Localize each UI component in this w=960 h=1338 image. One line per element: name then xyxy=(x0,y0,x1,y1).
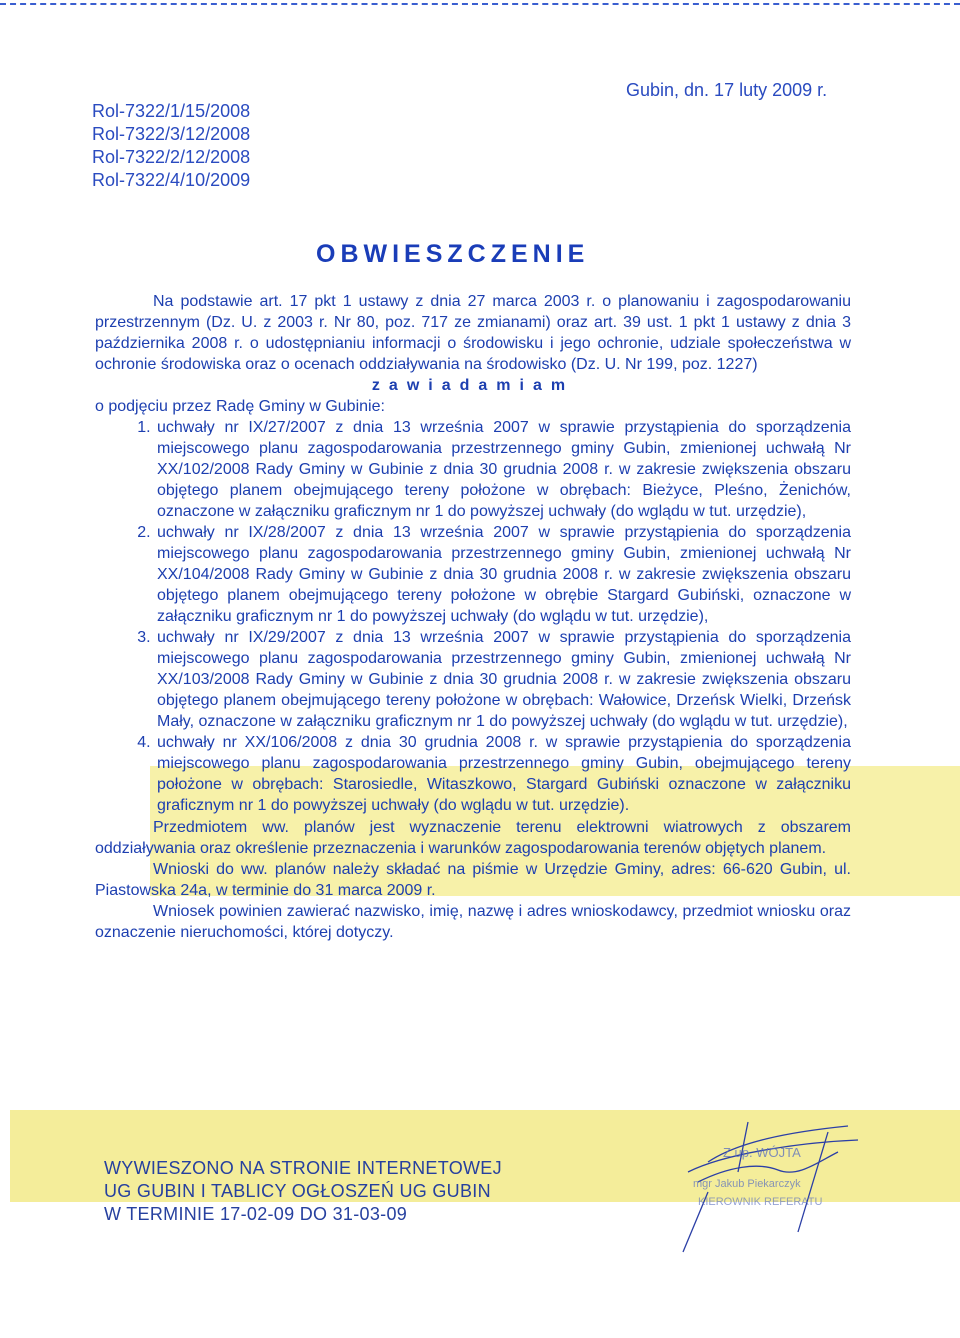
list-item: 4. uchwały nr XX/106/2008 z dnia 30 grudnia 2008 r. w sprawie przystąpienia do sporządzenia miejscowego planu zagospodarowania przestrzennego gminy Gubin, obejmującego tereny położone w obrębach: Starosiedle, Witaszkowo, Stargard Gubiński oznaczone w załączniku graficznym nr 1 do powyższej uchwały (do wglądu w tut. urzędzie). xyxy=(155,732,851,816)
reference-number: Rol-7322/2/12/2008 xyxy=(92,147,251,167)
stamp-line: mgr Jakub Piekarczyk xyxy=(693,1178,801,1190)
list-item: 3. uchwały nr IX/29/2007 z dnia 13 września 2007 w sprawie przystąpienia do sporządzenia miejscowego planu zagospodarowania przestrzennego gminy Gubin, zmienionej uchwałą Nr XX/103/2008 Rady Gminy w Gubinie z dnia 30 grudnia 2008 r. w zakresie zwiększenia obszaru objętego planem obejmującego tereny położone w obrębach: Wałowice, Drzeńsk Wielki, Drzeńsk Mały, oznaczone w załączniku graficznym nr 1 do powyższej uchwały (do wglądu w tut. urzędzie), xyxy=(155,627,851,732)
intro-line: o podjęciu przez Radę Gminy w Gubinie: xyxy=(95,398,385,415)
signature-stamp xyxy=(668,1112,868,1262)
applications-paragraph: Wnioski do ww. planów należy składać na piśmie w Urzędzie Gminy, adres: 66-620 Gubin, ul. Piastowska 24a, w terminie do 31 marca 2009 r. xyxy=(95,861,851,899)
resolutions-list xyxy=(95,417,851,816)
posting-stamp-line: WYWIESZONO NA STRONIE INTERNETOWEJ xyxy=(104,1158,502,1178)
posting-stamp-line: W TERMINIE 17-02-09 DO 31-03-09 xyxy=(104,1204,408,1224)
legal-basis-paragraph: Na podstawie art. 17 pkt 1 ustawy z dnia 27 marca 2003 r. o planowaniu i zagospodarowaniu przestrzennym (Dz. U. z 2003 r. Nr 80, poz. 717 ze zmianami) oraz art. 39 ust. 1 pkt 1 ustawy z dnia 3 października 2008 r. o udostępnianiu informacji o środowisku i jego ochronie, udziale społeczeństwa w ochronie środowiska oraz o ocenach oddziaływania na środowisko (Dz. U. Nr 199, poz. 1227) xyxy=(95,293,851,373)
document-title: OBWIESZCZENIE xyxy=(316,240,590,268)
stamp-line: Z up. WÓJTA xyxy=(723,1145,801,1160)
list-item: 2. uchwały nr IX/28/2007 z dnia 13 września 2007 w sprawie przystąpienia do sporządzenia miejscowego planu zagospodarowania przestrzennego gminy Gubin, zmienionej uchwałą Nr XX/104/2008 Rady Gminy w Gubinie z dnia 30 grudnia 2008 r. w zakresie zwiększenia obszaru objętego planem obejmującego tereny położone w obrębie Stargard Gubiński, oznaczone w załączniku graficznym nr 1 do powyższej uchwały (do wglądu w tut. urzędzie), xyxy=(155,522,851,627)
posting-stamp xyxy=(104,1157,502,1226)
contents-paragraph: Wniosek powinien zawierać nazwisko, imię, nazwę i adres wnioskodawcy, przedmiot wniosku oraz oznaczenie nieruchomości, której dotyczy. xyxy=(95,903,851,941)
reference-numbers xyxy=(92,100,250,192)
posting-stamp-line: UG GUBIN I TABLICY OGŁOSZEŃ UG GUBIN xyxy=(104,1181,491,1201)
list-item: 1. uchwały nr IX/27/2007 z dnia 13 września 2007 w sprawie przystąpienia do sporządzenia miejscowego planu zagospodarowania przestrzennego gminy Gubin, zmienionej uchwałą Nr XX/102/2008 Rady Gminy w Gubinie z dnia 30 grudnia 2008 r. w zakresie zwiększenia obszaru objętego planem obejmującego tereny położone w obrębach: Bieżyce, Pleśno, Żenichów, oznaczone w załączniku graficznym nr 1 do powyższej uchwały (do wglądu w tut. urzędzie), xyxy=(155,417,851,522)
top-dashed-border xyxy=(0,3,960,5)
reference-number: Rol-7322/3/12/2008 xyxy=(92,124,251,144)
stamp-line: KIEROWNIK REFERATU xyxy=(698,1196,823,1208)
announce-heading: zawiadamiam xyxy=(371,377,575,394)
document-date: Gubin, dn. 17 luty 2009 r. xyxy=(626,80,828,100)
reference-number: Rol-7322/1/15/2008 xyxy=(92,101,251,121)
document-body xyxy=(95,291,851,943)
reference-number: Rol-7322/4/10/2009 xyxy=(92,170,251,190)
subject-paragraph: Przedmiotem ww. planów jest wyznaczenie terenu elektrowni wiatrowych z obszarem oddziaływania oraz określenie przeznaczenia i warunków zagospodarowania terenów objętych planem. xyxy=(95,819,851,857)
